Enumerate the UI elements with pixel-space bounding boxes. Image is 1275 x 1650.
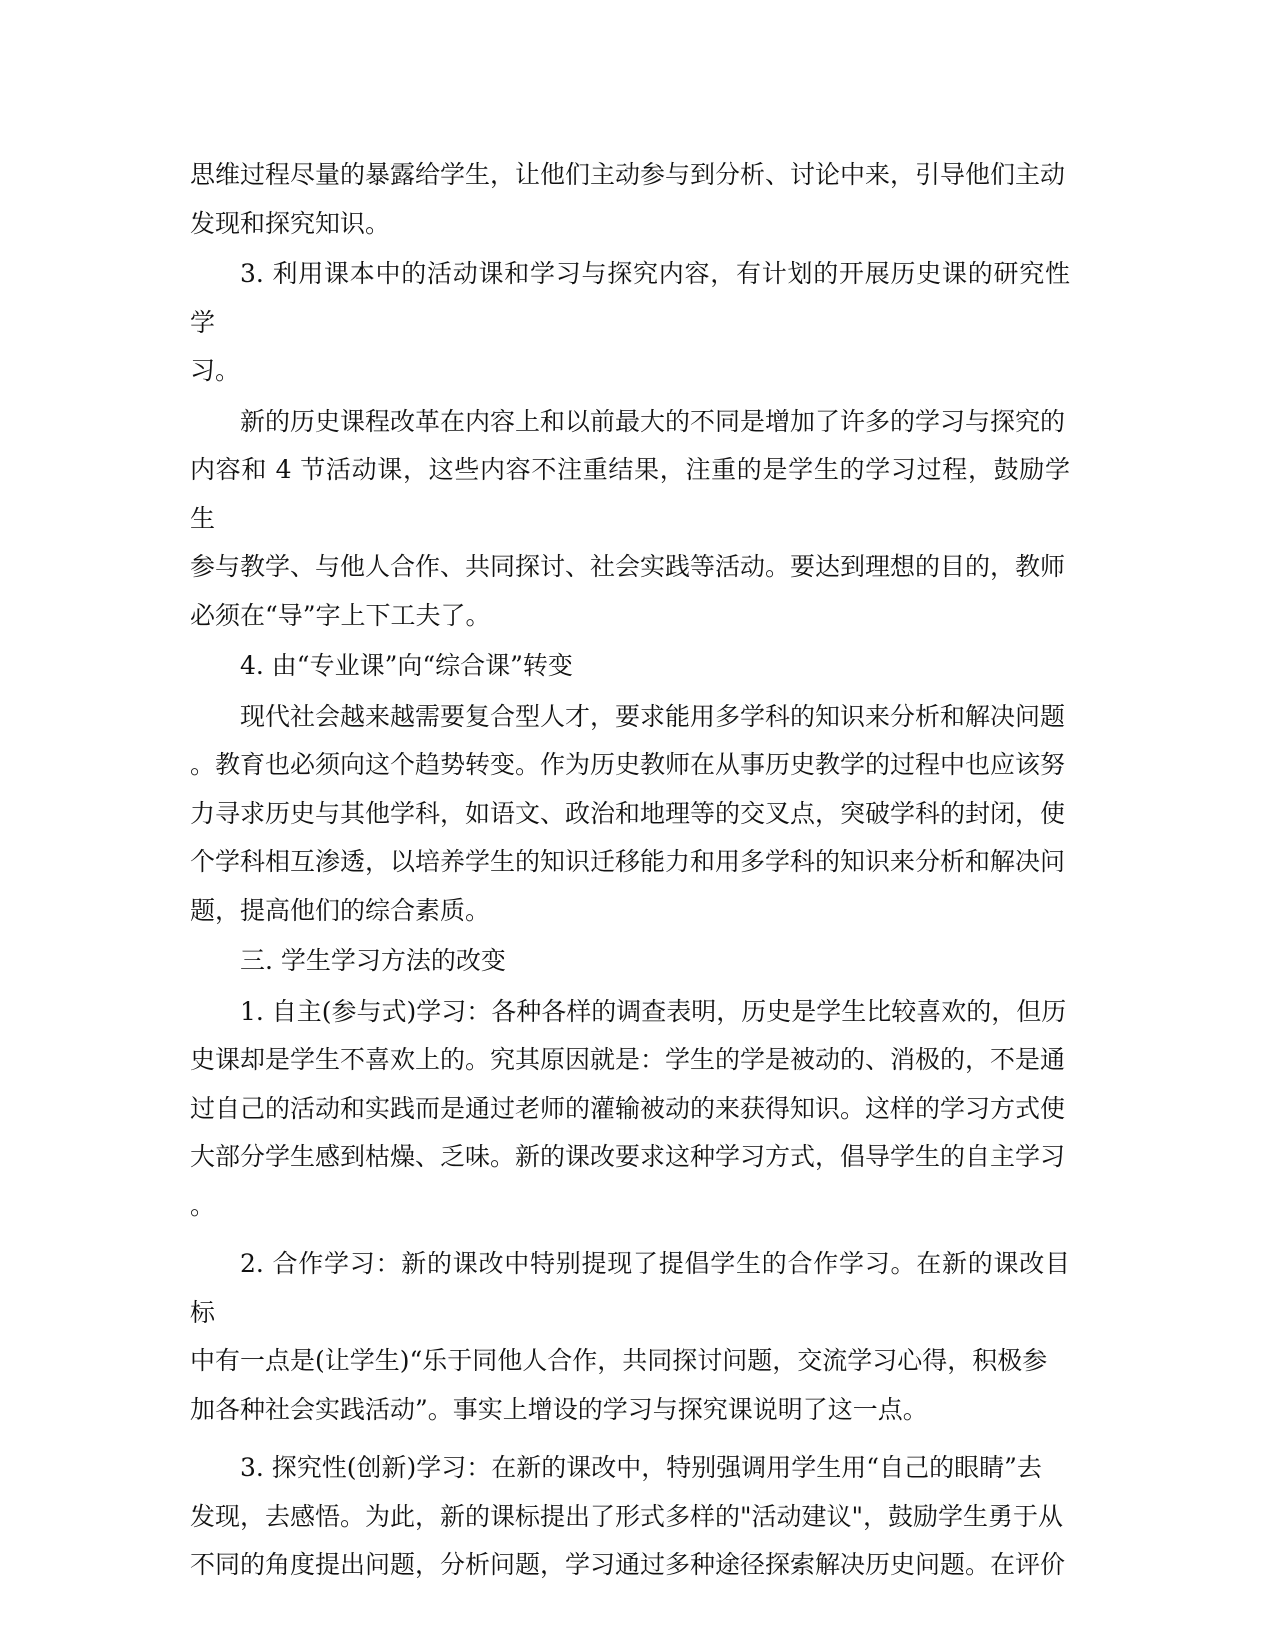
text-line: 。教育也必须向这个趋势转变。作为历史教师在从事历史教学的过程中也应该努 [190,750,1066,779]
text-line: 3. 利用课本中的活动课和学习与探究内容，有计划的开展历史课的研究性学 [190,259,1070,337]
text-line: 内容和 4 节活动课，这些内容不注重结果，注重的是学生的学习过程，鼓励学生 [190,455,1070,533]
heading-item-4-course-transition [190,642,1070,691]
text-line: 发现，去感悟。为此，新的课标提出了形式多样的"活动建议"，鼓励学生勇于从 [190,1501,1064,1531]
paragraph-item-3-research-learning [190,250,1070,396]
text-line: 思维过程尽量的暴露给学生，让他们主动参与到分析、讨论中来，引导他们主动 [190,160,1066,189]
text-line: 中有一点是(让学生)“乐于同他人合作，共同探讨问题，交流学习心得，积极参 [190,1346,1048,1375]
text-line: 过自己的活动和实践而是通过老师的灌输被动的来获得知识。这样的学习方式使 [190,1093,1066,1123]
text-line: 题，提高他们的综合素质。 [190,895,491,925]
text-line: 1. 自主(参与式)学习：各种各样的调查表明，历史是学生比较喜欢的，但历 [240,996,1067,1026]
text-line: 必须在“导”字上下工夫了。 [190,600,491,630]
text-line: 不同的角度提出问题，分析问题，学习通过多种途径探索解决历史问题。在评价 [190,1550,1066,1579]
text-line: 史课却是学生不喜欢上的。究其原因就是：学生的学是被动的、消极的，不是通 [190,1045,1066,1074]
text-line: 个学科相互渗透，以培养学生的知识迁移能力和用多学科的知识来分析和解决问 [190,847,1066,876]
paragraph-composite-talent [190,693,1070,936]
text-line: 。 [190,1190,216,1220]
text-line: 发现和探究知识。 [190,208,391,238]
text-line: 4. 由“专业课”向“综合课”转变 [240,651,573,680]
text-line: 加各种社会实践活动”。事实上增设的学习与探究课说明了这一点。 [190,1394,928,1424]
text-line: 力寻求历史与其他学科，如语文、政治和地理等的交叉点，突破学科的封闭，使 [190,798,1066,828]
text-line: 大部分学生感到枯燥、乏味。新的课改要求这种学习方式，倡导学生的自主学习 [190,1142,1066,1171]
paragraph-inquiry-learning [190,1444,1070,1590]
paragraph-autonomous-learning [190,988,1070,1231]
text-line: 新的历史课程改革在内容上和以前最大的不同是增加了许多的学习与探究的 [240,406,1066,436]
section-heading-learning-methods [190,937,1070,986]
text-line: 三. 学生学习方法的改变 [240,946,506,975]
document-body [190,151,1070,1592]
text-line: 3. 探究性(创新)学习：在新的课改中，特别强调用学生用“自己的眼睛”去 [240,1453,1042,1482]
text-line: 习。 [190,356,241,385]
paragraph-cooperative-learning [190,1240,1070,1434]
text-line: 参与教学、与他人合作、共同探讨、社会实践等活动。要达到理想的目的，教师 [190,552,1066,581]
paragraph-curriculum-reform [190,398,1070,641]
text-line: 2. 合作学习：新的课改中特别提现了提倡学生的合作学习。在新的课改目标 [190,1249,1070,1327]
paragraph-continuation [190,151,1070,248]
text-line: 现代社会越来越需要复合型人才，要求能用多学科的知识来分析和解决问题 [240,701,1066,731]
